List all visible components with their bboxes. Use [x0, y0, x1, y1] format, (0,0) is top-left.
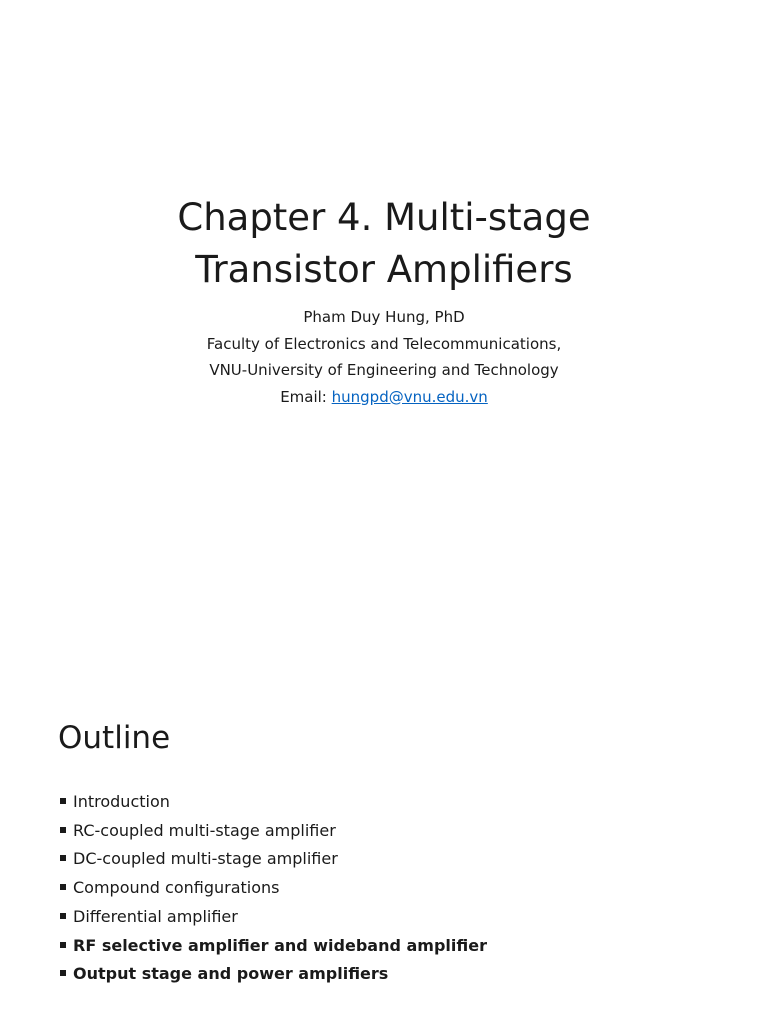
square-bullet-icon	[60, 942, 66, 948]
outline-item-differential	[60, 903, 487, 932]
author-email-line	[0, 384, 768, 411]
outline-item-label: DC-coupled multi-stage amplifier	[73, 849, 338, 869]
outline-item-label: Introduction	[73, 792, 170, 811]
outline-item-dc-coupled	[60, 845, 487, 874]
square-bullet-icon	[60, 913, 66, 919]
outline-item-rf-selective	[60, 932, 487, 961]
outline-item-output-stage	[60, 960, 487, 989]
outline-item-compound	[60, 874, 487, 903]
author-name: Pham Duy Hung, PhD	[303, 308, 465, 326]
outline-heading: Outline	[58, 720, 171, 756]
slide-title-line-2: Transistor Amplifiers	[195, 248, 573, 291]
outline-item-label: Differential amplifier	[73, 906, 238, 926]
slide-title-line-1: Chapter 4. Multi-stage	[177, 196, 591, 239]
author-block	[0, 304, 768, 410]
outline-item-label: Output stage and power amplifiers	[73, 964, 389, 984]
outline-item-label: RC-coupled multi-stage amplifier	[73, 820, 336, 840]
outline-item-introduction	[60, 788, 487, 817]
email-link[interactable]: hungpd@vnu.edu.vn	[331, 387, 488, 406]
square-bullet-icon	[60, 884, 66, 890]
email-label: Email:	[280, 387, 332, 406]
slide-title	[0, 192, 768, 296]
outline-list	[60, 788, 487, 989]
author-university: VNU-University of Engineering and Technology	[209, 361, 559, 379]
square-bullet-icon	[60, 855, 66, 861]
square-bullet-icon	[60, 827, 66, 833]
square-bullet-icon	[60, 798, 66, 804]
square-bullet-icon	[60, 970, 66, 976]
outline-item-label: Compound configurations	[73, 878, 280, 898]
outline-item-label: RF selective amplifier and wideband amplifier	[73, 935, 487, 955]
outline-item-rc-coupled	[60, 817, 487, 846]
author-faculty: Faculty of Electronics and Telecommunications,	[206, 334, 562, 353]
